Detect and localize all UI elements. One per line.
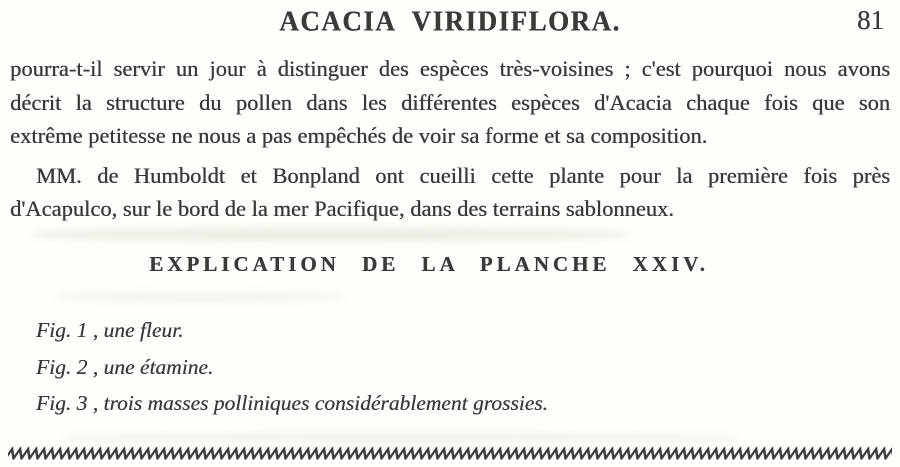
bleedthrough-smudge bbox=[60, 433, 740, 442]
paragraph-line: pourra-t-il servir un jour à distinguer des espèces très-voisines ; c'est pourquoi nous avons bbox=[10, 56, 890, 81]
bleedthrough-smudge bbox=[30, 228, 630, 241]
figure-caption: Fig. 1 , une fleur. bbox=[36, 318, 184, 342]
body-text bbox=[10, 52, 890, 226]
figure-caption-list bbox=[36, 312, 860, 422]
plate-explanation-heading: EXPLICATION DE LA PLANCHE XXIV. bbox=[149, 252, 709, 276]
paragraph-line: extrême petitesse ne nous a pas empêchés de voir sa forme et sa composition. bbox=[10, 123, 708, 148]
paragraph-line: d'Acapulco, sur le bord de la mer Pacifique, dans des terrains sablonneux. bbox=[10, 196, 674, 221]
paragraph-line: décrit la structure du pollen dans les différentes espèces d'Acacia chaque fois que son bbox=[10, 89, 890, 115]
bleedthrough-smudge bbox=[55, 292, 345, 301]
running-title: ACACIA VIRIDIFLORA. bbox=[279, 5, 621, 37]
paragraph-line: MM. de Humboldt et Bonpland ont cueilli cette plante pour la première fois près bbox=[36, 162, 890, 188]
paragraph bbox=[10, 52, 890, 153]
zigzag-rule bbox=[8, 447, 892, 460]
figure-caption: Fig. 3 , trois masses polliniques considérablement grossies. bbox=[36, 391, 549, 415]
page-number: 81 bbox=[857, 5, 884, 35]
paragraph bbox=[10, 159, 890, 226]
figure-caption: Fig. 2 , une étamine. bbox=[36, 354, 214, 379]
